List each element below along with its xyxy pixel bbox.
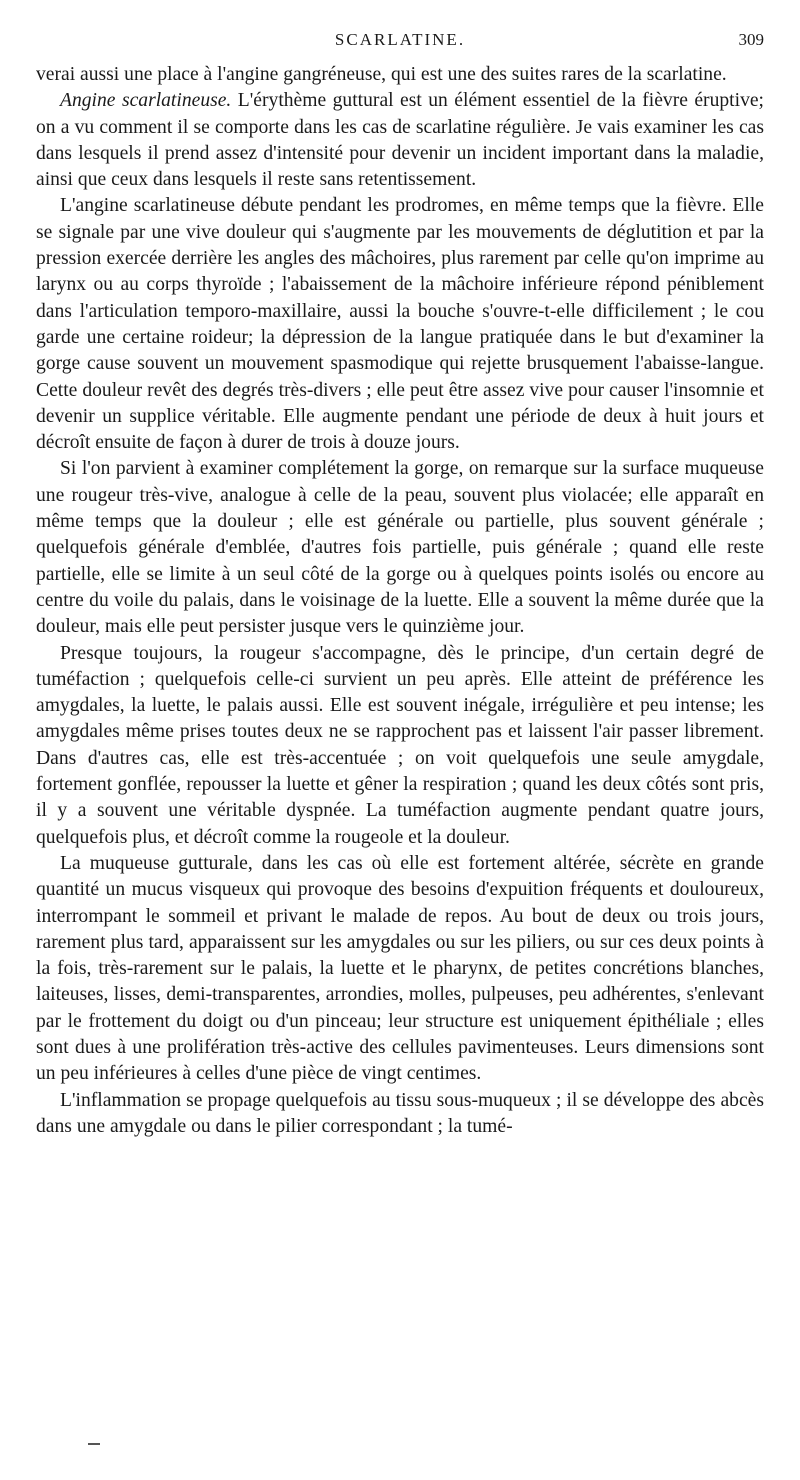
paragraph-text: L'inflammation se propage quelquefois au tissu sous-muqueux ; il se développe des abcès dans une amygdale ou dans le pilier correspondant ; la tumé- bbox=[36, 1089, 764, 1137]
paragraph-angine-scarlatineuse bbox=[36, 88, 764, 193]
paragraph-tumefaction bbox=[36, 641, 764, 851]
running-title: SCARLATINE. bbox=[334, 30, 466, 49]
paragraph-text: Si l'on parvient à examiner complétement la gorge, on remarque sur la surface muqueuse une rougeur très-vive, analogue à celle de la peau, souvent plus violacée; elle apparaît en même temps que la douleur ; elle est générale ou partielle, plus souvent générale ; quelquefois générale d'emblée, d'autres fois partielle, puis générale ; quand elle reste partielle, elle se limite à un seul côté de la gorge ou à quelques points isolés ou encore au centre du voile du palais, dans le voisinage de la luette. Elle a souvent la même durée que la douleur, mais elle peut persister jusque vers le quinzième jour. bbox=[36, 458, 764, 638]
paragraph-inflammation bbox=[36, 1088, 764, 1141]
paragraph-text: La muqueuse gutturale, dans les cas où elle est fortement altérée, sécrète en grande quantité un mucus visqueux qui provoque des besoins d'expuition fréquents et douloureux, interrompant le sommeil et privant le malade de repos. Au bout de deux ou trois jours, rarement plus tard, apparaissent sur les amygdales ou sur les piliers, ou sur ces deux points à la fois, très-rarement sur le palais, la luette et le pharynx, de petites concrétions blanches, laiteuses, lisses, demi-transparentes, arrondies, molles, pulpeuses, peu adhérentes, s'enlevant par le frottement du doigt ou d'un pinceau; leur structure est uniquement épithéliale ; elles sont dues à une prolifération très-active des cellules pavimenteuses. Leurs dimensions sont un peu inférieures à celles d'une pièce de vingt centimes. bbox=[36, 852, 764, 1085]
bottom-dash-mark bbox=[88, 1443, 100, 1445]
book-page bbox=[36, 30, 764, 1140]
paragraph-debut bbox=[36, 193, 764, 456]
paragraph-text: Presque toujours, la rougeur s'accompagne, dès le principe, d'un certain degré de tuméfaction ; quelquefois celle-ci survient un peu après. Elle atteint de préférence les amygdales, la luette, le palais aussi. Elle est souvent inégale, irrégulière et peu intense; les amygdales même prises toutes deux ne se rapprochent pas et laissent l'air passer librement. Dans d'autres cas, elle est très-accentuée ; on voit quelquefois une seule amygdale, fortement gonflée, repousser la luette et gêner la respiration ; quand les deux côtés sont pris, il y a souvent une véritable dyspnée. La tuméfaction augmente pendant quatre jours, quelquefois plus, et décroît comme la rougeole et la douleur. bbox=[36, 642, 764, 848]
section-title: Angine scarlatineuse. bbox=[60, 90, 232, 112]
paragraph-text: verai aussi une place à l'angine gangréneuse, qui est une des suites rares de la scarlatine. bbox=[36, 64, 727, 85]
paragraph-text: L'angine scarlatineuse débute pendant les prodromes, en même temps que la fièvre. Elle se signale par une vive douleur qui s'augmente par les mouvements de déglutition et par la pression exercée derrière les angles des mâchoires, plus rarement par celle qu'on imprime au larynx ou au corps thyroïde ; l'abaissement de la mâchoire inférieure répond péniblement dans l'articulation temporo-maxillaire, aussi la bouche s'ouvre-t-elle difficilement ; le cou garde une certaine roideur; la dépression de la langue pratiquée dans le but d'examiner la gorge cause souvent un mouvement spasmodique qui rejette brusquement l'abaisse-langue. Cette douleur revêt des degrés très-divers ; elle peut être assez vive pour causer l'insomnie et devenir un supplice véritable. Elle augmente pendant une période de deux à huit jours et décroît ensuite de façon à durer de trois à douze jours. bbox=[36, 195, 764, 454]
paragraph-muqueuse bbox=[36, 851, 764, 1088]
page-number: 309 bbox=[738, 30, 764, 49]
paragraph-continuation bbox=[36, 62, 764, 88]
paragraph-text: L'érythème guttural est un élément essentiel de la fièvre éruptive; on a vu comment il se comporte dans les cas de scarlatine régulière. Je vais examiner les cas dans lesquels il prend assez d'intensité pour devenir un incident important dans la maladie, ainsi que ceux dans lesquels il reste sans retentissement. bbox=[36, 90, 765, 191]
body-text bbox=[36, 62, 764, 1140]
running-head bbox=[36, 30, 764, 62]
paragraph-rougeur bbox=[36, 456, 764, 640]
